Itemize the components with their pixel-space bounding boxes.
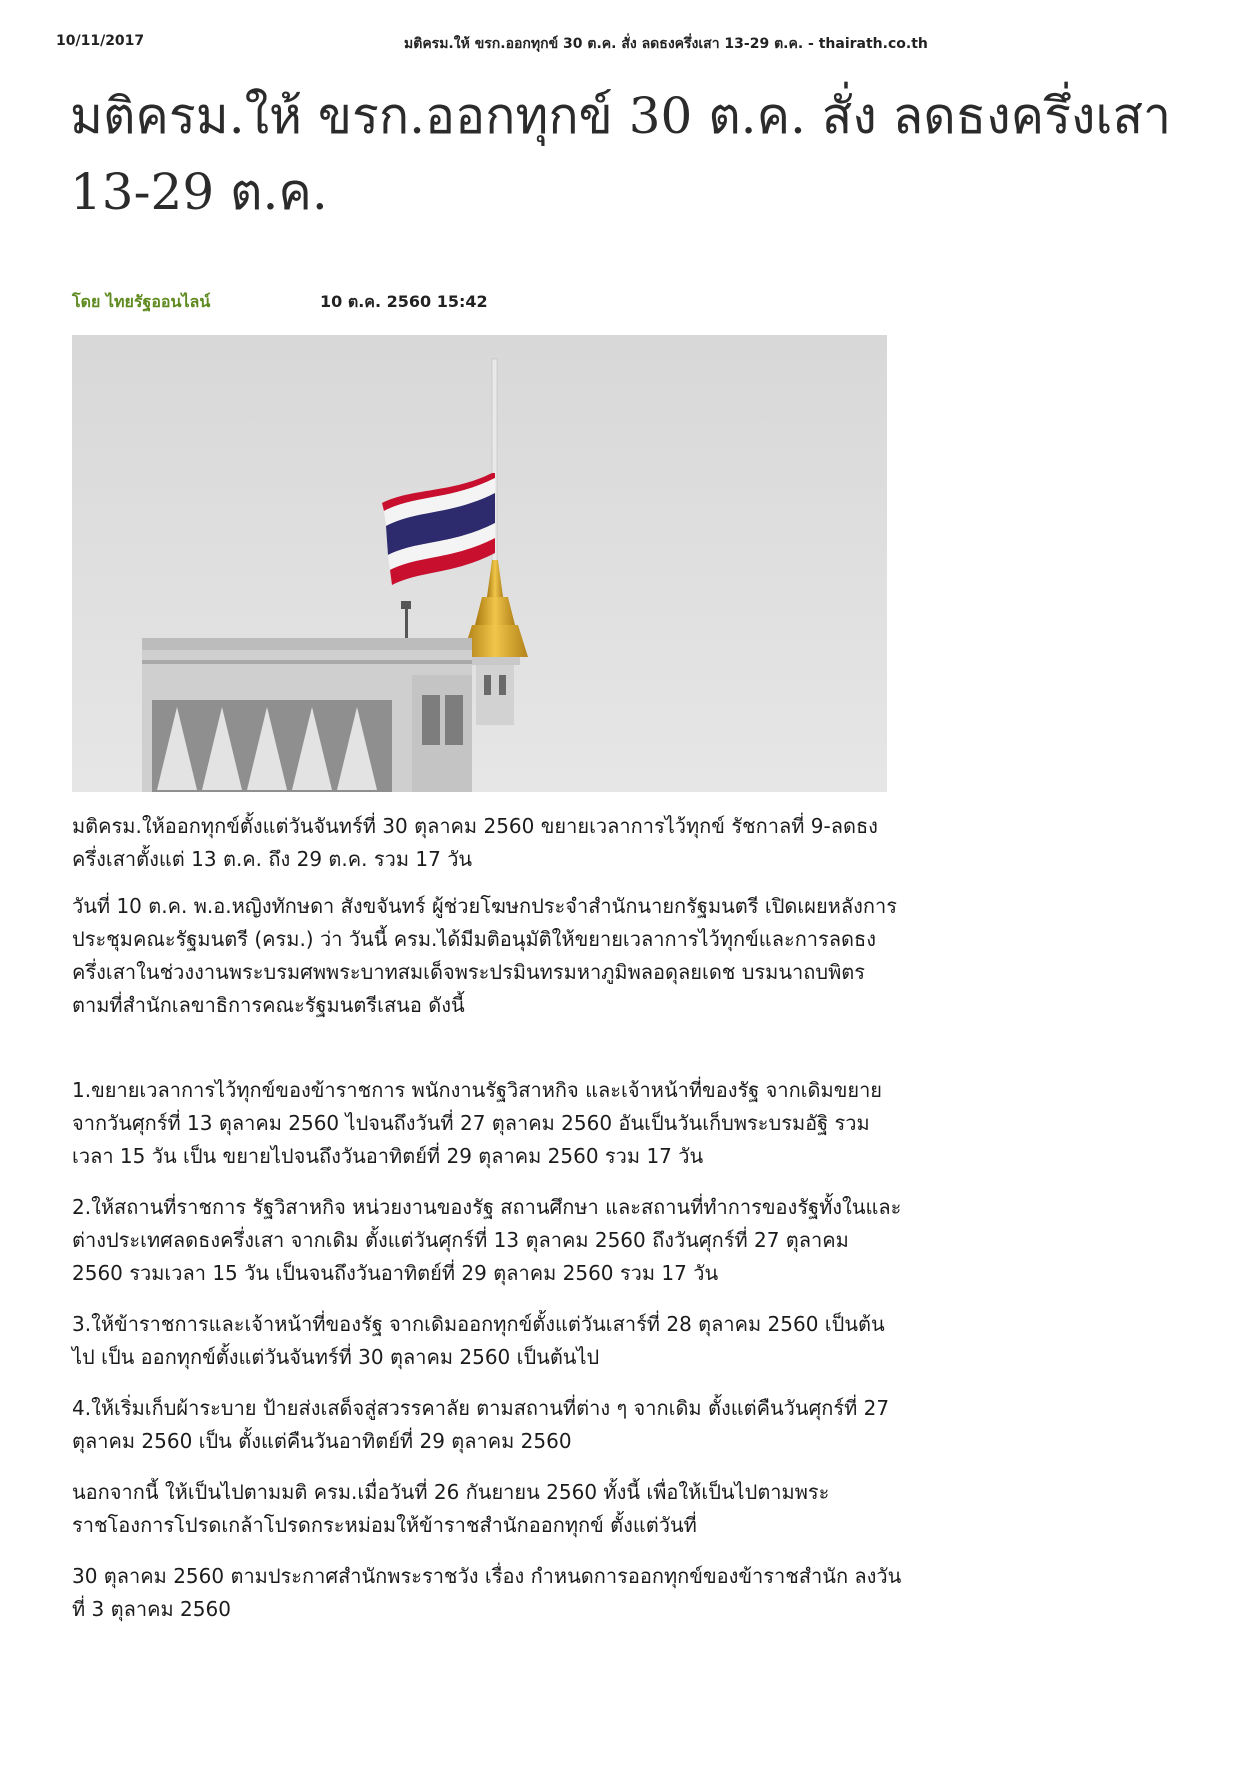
article-headline: มติครม.ให้ ขรก.ออกทุกข์ 30 ต.ค. สั่ง ลดธงครึ่งเสา 13-29 ต.ค. (70, 87, 1172, 221)
list-item: 1.ขยายเวลาการไว้ทุกข์ของข้าราชการ พนักงานรัฐวิสาหกิจ และเจ้าหน้าที่ของรัฐ จากเดิมขยายจากวันศุกร์ที่ 13 ตุลาคม 2560 ไปจนถึงวันที่ 27 ตุลาคม 2560 อันเป็นวันเก็บพระบรมอัฐิ รวมเวลา 15 วัน เป็น ขยายไปจนถึงวันอาทิตย์ที่ 29 ตุลาคม 2560 รวม 17 วัน (72, 1078, 883, 1168)
print-page-title: มติครม.ให้ ขรก.ออกทุกข์ 30 ต.ค. สั่ง ลดธงครึ่งเสา 13-29 ต.ค. - thairath.co.th (404, 36, 928, 52)
publish-date: 10 ต.ค. 2560 15:42 (320, 292, 488, 311)
body-paragraph: วันที่ 10 ต.ค. พ.อ.หญิงทักษดา สังขจันทร์ ผู้ช่วยโฆษกประจำสำนักนายกรัฐมนตรี เปิดเผยหลังการประชุมคณะรัฐมนตรี (ครม.) ว่า วันนี้ ครม.ได้มีมติอนุมัติให้ขยายเวลาการไว้ทุกข์และการลดธงครึ่งเสาในช่วงงานพระบรมศพพระบาทสมเด็จพระปรมินทรมหาภูมิพลอดุลยเดช บรมนาถบพิตร ตามที่สำนักเลขาธิการคณะรัฐมนตรีเสนอ ดังนี้ (72, 894, 897, 1017)
body-paragraph: 30 ตุลาคม 2560 ตามประกาศสำนักพระราชวัง เรื่อง กำหนดการออกทุกข์ของข้าราชสำนัก ลงวันที่ 3 ตุลาคม 2560 (72, 1564, 902, 1621)
article-photo (72, 335, 887, 792)
article-body (72, 810, 902, 1626)
body-paragraph: นอกจากนี้ ให้เป็นไปตามมติ ครม.เมื่อวันที่ 26 กันยายน 2560 ทั้งนี้ เพื่อให้เป็นไปตามพระราชโองการโปรดเกล้าโปรดกระหม่อมให้ข้าราชสำนักออกทุกข์ ตั้งแต่วันที่ (72, 1480, 830, 1537)
list-item: 3.ให้ข้าราชการและเจ้าหน้าที่ของรัฐ จากเดิมออกทุกข์ตั้งแต่วันเสาร์ที่ 28 ตุลาคม 2560 เป็นต้นไป เป็น ออกทุกข์ตั้งแต่วันจันทร์ที่ 30 ตุลาคม 2560 เป็นต้นไป (72, 1312, 885, 1369)
author-link[interactable]: โดย ไทยรัฐออนไลน์ (72, 292, 211, 311)
lead-paragraph: มติครม.ให้ออกทุกข์ตั้งแต่วันจันทร์ที่ 30 ตุลาคม 2560 ขยายเวลาการไว้ทุกข์ รัชกาลที่ 9-ลดธงครึ่งเสาตั้งแต่ 13 ต.ค. ถึง 29 ต.ค. รวม 17 วัน (72, 814, 878, 871)
list-item: 4.ให้เริ่มเก็บผ้าระบาย ป้ายส่งเสด็จสู่สวรรคาลัย ตามสถานที่ต่าง ๆ จากเดิม ตั้งแต่คืนวันศุกร์ที่ 27 ตุลาคม 2560 เป็น ตั้งแต่คืนวันอาทิตย์ที่ 29 ตุลาคม 2560 (72, 1396, 890, 1453)
government-building (142, 638, 472, 792)
flag-half-mast-image (72, 335, 887, 792)
list-item: 2.ให้สถานที่ราชการ รัฐวิสาหกิจ หน่วยงานของรัฐ สถานศึกษา และสถานที่ทำการของรัฐทั้งในและต่างประเทศลดธงครึ่งเสา จากเดิม ตั้งแต่วันศุกร์ที่ 13 ตุลาคม 2560 ถึงวันศุกร์ที่ 27 ตุลาคม 2560 รวมเวลา 15 วัน เป็นจนถึงวันอาทิตย์ที่ 29 ตุลาคม 2560 รวม 17 วัน (72, 1195, 902, 1285)
print-date: 10/11/2017 (56, 33, 145, 49)
